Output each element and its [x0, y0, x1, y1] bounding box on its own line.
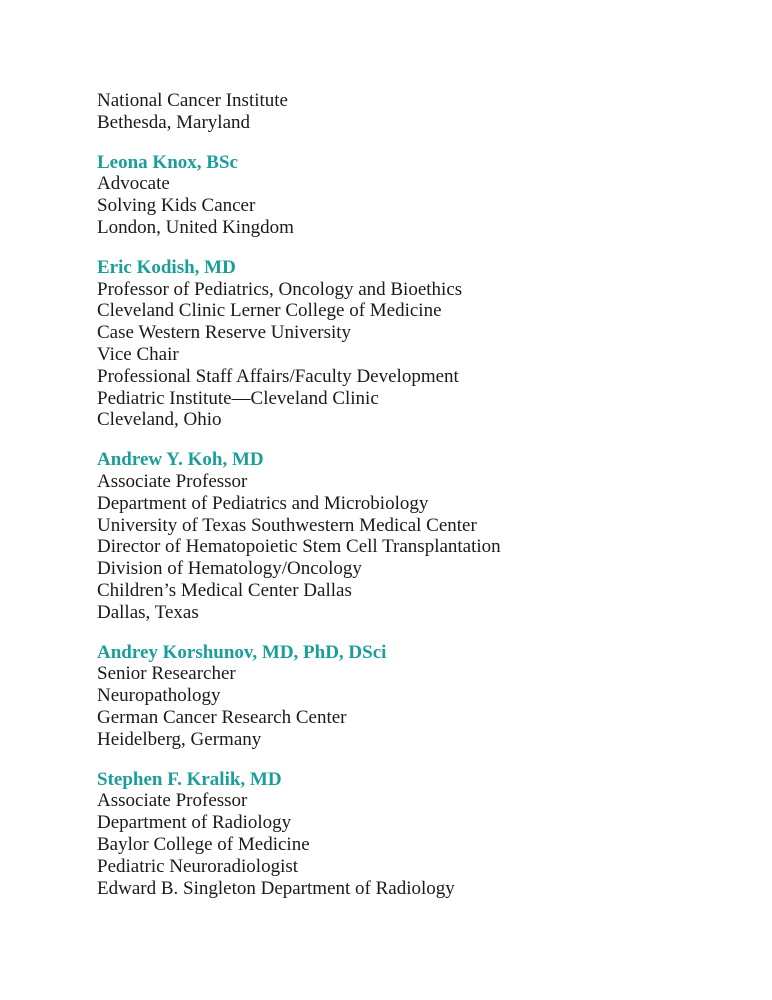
member-detail-line: Pediatric Institute—Cleveland Clinic: [97, 387, 379, 409]
member-name: Andrey Korshunov, MD, PhD, DSci: [97, 641, 387, 663]
member-detail-line: Department of Pediatrics and Microbiology: [97, 492, 429, 514]
member-name: Eric Kodish, MD: [97, 256, 236, 278]
member-detail-line: Heidelberg, Germany: [97, 728, 262, 750]
intro-line: National Cancer Institute: [97, 90, 288, 111]
member-detail-line: Vice Chair: [97, 343, 179, 365]
roster-page: [97, 90, 737, 917]
roster-entry: [97, 152, 737, 239]
member-name: Leona Knox, BSc: [97, 151, 238, 173]
member-detail-line: Division of Hematology/Oncology: [97, 558, 362, 580]
member-name: Andrew Y. Koh, MD: [97, 449, 264, 471]
member-detail-line: Associate Professor: [97, 470, 248, 492]
member-detail-line: German Cancer Research Center: [97, 706, 347, 728]
member-detail-line: Associate Professor: [97, 790, 248, 812]
member-detail-line: Professor of Pediatrics, Oncology and Bioethics: [97, 278, 463, 300]
roster-entry: [97, 642, 737, 751]
intro-affiliation: [97, 90, 737, 134]
member-detail-line: Advocate: [97, 173, 170, 195]
member-detail-line: Professional Staff Affairs/Faculty Development: [97, 365, 459, 387]
roster-entry: [97, 769, 737, 900]
member-detail-line: Cleveland Clinic Lerner College of Medicine: [97, 300, 442, 322]
member-detail-line: Department of Radiology: [97, 812, 292, 834]
roster-entry: [97, 257, 737, 431]
member-detail-line: Pediatric Neuroradiologist: [97, 855, 299, 877]
member-detail-line: Case Western Reserve University: [97, 322, 352, 344]
member-name: Stephen F. Kralik, MD: [97, 768, 282, 790]
member-detail-line: Edward B. Singleton Department of Radiology: [97, 877, 455, 899]
member-detail-line: Cleveland, Ohio: [97, 409, 222, 431]
member-detail-line: University of Texas Southwestern Medical Center: [97, 514, 477, 536]
member-detail-line: Children’s Medical Center Dallas: [97, 579, 352, 601]
intro-line: Bethesda, Maryland: [97, 111, 251, 133]
member-detail-line: Dallas, Texas: [97, 601, 199, 623]
member-detail-line: Neuropathology: [97, 685, 221, 707]
member-detail-line: Director of Hematopoietic Stem Cell Transplantation: [97, 536, 501, 558]
member-detail-line: Solving Kids Cancer: [97, 195, 256, 217]
member-detail-line: Baylor College of Medicine: [97, 833, 310, 855]
member-detail-line: London, United Kingdom: [97, 216, 294, 238]
roster-entry: [97, 449, 737, 623]
member-detail-line: Senior Researcher: [97, 663, 236, 685]
